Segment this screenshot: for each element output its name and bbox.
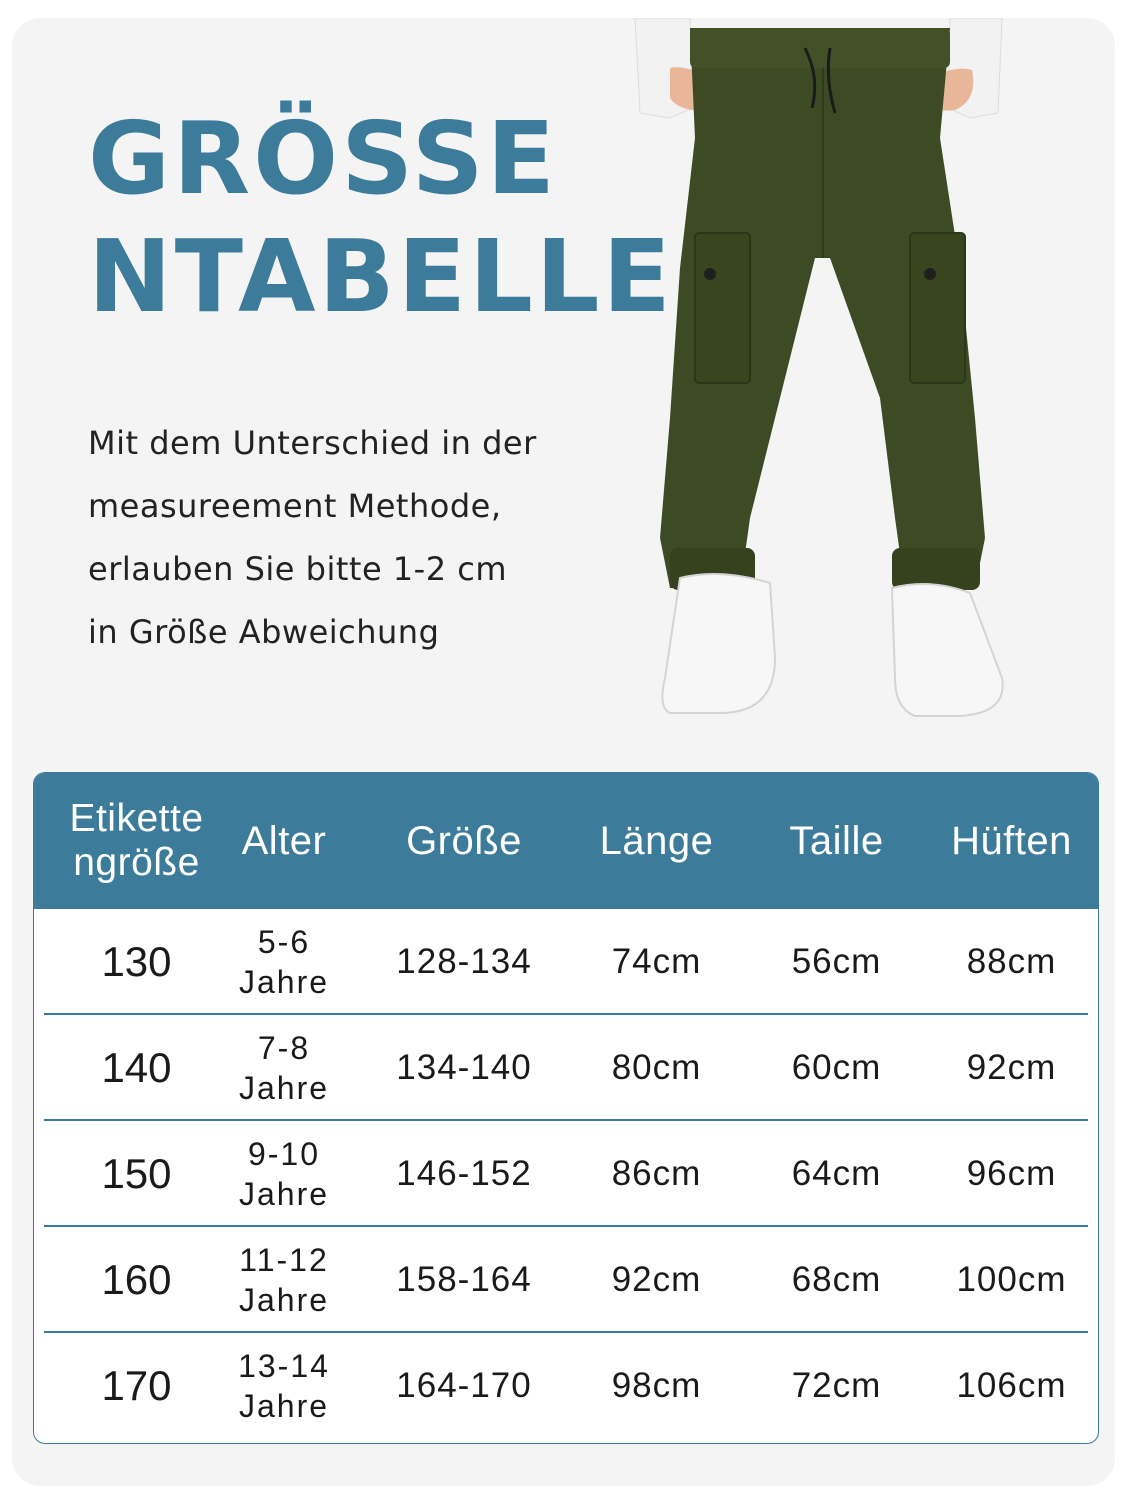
pocket-button-left <box>704 268 716 280</box>
title-line-1: GRÖSSE <box>88 100 558 217</box>
waistband <box>690 28 950 68</box>
header-size: Größe <box>406 819 522 863</box>
cell-size: 158-164 <box>396 1260 532 1299</box>
cell-age <box>214 909 354 1015</box>
product-image <box>630 18 1010 718</box>
table-row <box>34 1015 1098 1121</box>
age-range: 11-12 <box>239 1242 329 1278</box>
age-range: 9-10 <box>247 1136 321 1172</box>
pocket-button-right <box>924 268 936 280</box>
age-unit: Jahre <box>238 1070 330 1106</box>
header-age: Alter <box>241 819 327 863</box>
title-line-2: NTABELLE <box>88 218 674 335</box>
age-unit: Jahre <box>238 1388 330 1424</box>
table-row <box>34 1227 1098 1333</box>
cell-waist: 72cm <box>791 1366 882 1405</box>
header-label-size <box>34 773 239 909</box>
age-range: 13-14 <box>238 1348 330 1384</box>
page-title <box>88 100 674 336</box>
cell-label-size: 130 <box>101 938 172 985</box>
cell-size: 164-170 <box>396 1366 532 1405</box>
cell-hips: 100cm <box>956 1260 1067 1299</box>
sneaker-left <box>662 574 775 713</box>
header-length: Länge <box>599 819 714 863</box>
note-line: Mit dem Unterschied in der <box>88 424 537 462</box>
cell-length: 74cm <box>611 942 702 981</box>
note-line: measureement Methode, <box>88 487 502 525</box>
age-unit: Jahre <box>238 1282 330 1318</box>
header-text: Etikette <box>69 797 204 840</box>
cell-hips: 106cm <box>956 1366 1067 1405</box>
cell-waist: 56cm <box>791 942 882 981</box>
cell-size: 128-134 <box>396 942 532 981</box>
age-unit: Jahre <box>238 964 330 1000</box>
cargo-pocket-left <box>695 233 750 383</box>
cell-label-size: 160 <box>101 1256 172 1303</box>
cell-age <box>214 1227 354 1333</box>
table-header <box>34 773 1098 909</box>
sneaker-right <box>892 584 1003 716</box>
age-range: 7-8 <box>257 1030 311 1066</box>
size-table <box>33 772 1099 1444</box>
cell-length: 98cm <box>611 1366 702 1405</box>
cell-age <box>214 1015 354 1121</box>
cell-hips: 96cm <box>966 1154 1057 1193</box>
header-text: ngröße <box>73 841 200 884</box>
table-row <box>34 909 1098 1015</box>
cell-hips: 88cm <box>966 942 1057 981</box>
measurement-note <box>88 412 608 664</box>
cell-size: 134-140 <box>396 1048 532 1087</box>
header-waist: Taille <box>789 819 884 863</box>
cell-waist: 68cm <box>791 1260 882 1299</box>
cell-age <box>214 1333 354 1439</box>
note-line: erlauben Sie bitte 1-2 cm <box>88 550 507 588</box>
age-unit: Jahre <box>238 1176 330 1212</box>
cell-age <box>214 1121 354 1227</box>
table-row <box>34 1333 1098 1439</box>
cell-hips: 92cm <box>966 1048 1057 1087</box>
cell-label-size: 150 <box>101 1150 172 1197</box>
cell-label-size: 170 <box>101 1362 172 1409</box>
cell-size: 146-152 <box>396 1154 532 1193</box>
table-row <box>34 1121 1098 1227</box>
age-range: 5-6 <box>257 924 311 960</box>
cell-length: 86cm <box>611 1154 702 1193</box>
note-line: in Größe Abweichung <box>88 613 440 651</box>
cuff-right <box>892 548 980 590</box>
header-hips: Hüften <box>951 819 1072 863</box>
cell-length: 80cm <box>611 1048 702 1087</box>
cell-length: 92cm <box>611 1260 702 1299</box>
cargo-pocket-right <box>910 233 965 383</box>
cell-waist: 60cm <box>791 1048 882 1087</box>
cell-waist: 64cm <box>791 1154 882 1193</box>
cell-label-size: 140 <box>101 1044 172 1091</box>
